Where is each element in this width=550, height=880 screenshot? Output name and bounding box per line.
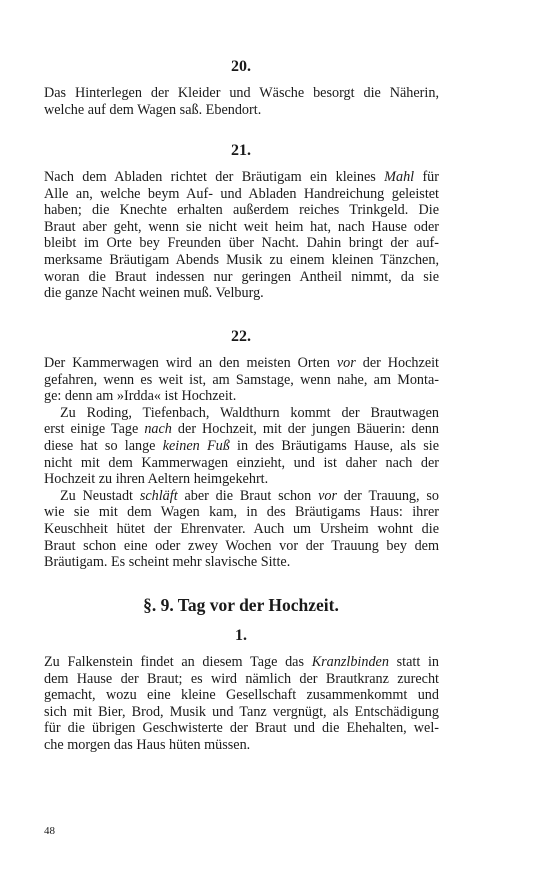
text-line xyxy=(44,538,439,555)
text-run: bleibt im Orte bey Freunden über Nacht. Dahin bringt der auf- xyxy=(44,235,439,252)
text-line xyxy=(44,252,439,269)
text-line xyxy=(44,388,439,405)
italic-run: keinen Fuß xyxy=(162,437,230,454)
text-run: Zu Neustadt xyxy=(60,487,140,504)
text-run: Der Kammerwagen wird an den meisten Orten xyxy=(44,355,337,371)
text-run: die ganze Nacht weinen muß. Velburg. xyxy=(44,285,264,302)
text-run: merksame Bräutigam Abends Musik zu einem kleinen Tänzchen, xyxy=(44,251,439,268)
italic-run: vor xyxy=(336,355,356,371)
text-line xyxy=(44,421,439,438)
text-run: nicht mit dem Kammerwagen einzieht, und ist daher nach der xyxy=(44,454,439,471)
section-number-21: 21. xyxy=(231,142,251,159)
text-run: der Trauung, so xyxy=(336,487,439,504)
text-run: diese hat so lange xyxy=(44,437,163,454)
text-line xyxy=(44,235,439,252)
text-line xyxy=(44,521,439,538)
text-run: Zu Falkenstein findet an diesem Tage das xyxy=(44,654,312,670)
text-line xyxy=(44,471,439,488)
text-run: gemacht, wozu eine kleine Gesellschaft zusammenkommt und xyxy=(44,687,439,704)
text-run: gefahren, wenn es weit ist, am Samstage, wenn nahe, am Monta- xyxy=(44,371,439,388)
text-run: haben; die Knechte erhalten außerdem reiches Trinkgeld. Die xyxy=(44,202,439,219)
text-line xyxy=(44,504,439,521)
text-run: Hochzeit zu ihren Aeltern heimgekehrt. xyxy=(44,471,269,488)
text-line xyxy=(44,269,439,286)
italic-run: Mahl xyxy=(384,169,415,185)
text-line xyxy=(44,671,439,688)
chapter-section-number: 1. xyxy=(235,627,247,644)
text-line xyxy=(44,704,439,721)
text-line xyxy=(44,720,439,737)
section-20-text xyxy=(44,85,439,118)
text-run: erst einige Tage xyxy=(44,421,145,438)
italic-run: nach xyxy=(144,421,172,438)
text-line xyxy=(44,186,439,203)
text-line xyxy=(44,202,439,219)
text-run: sich mit Bier, Brod, Musik und Tanz vergnügt, als Entschädigung xyxy=(44,703,439,720)
text-line xyxy=(44,355,439,372)
text-line xyxy=(44,737,439,754)
text-run: Zu Roding, Tiefenbach, Waldthurn kommt der Brautwagen xyxy=(60,404,439,421)
text-line xyxy=(44,219,439,236)
italic-run: schläft xyxy=(139,487,178,504)
text-line xyxy=(44,488,439,505)
text-run: statt in xyxy=(388,654,439,670)
text-run: für die übrigen Geschwisterte der Braut und die Ehehalten, wel- xyxy=(44,720,439,737)
text-line xyxy=(44,455,439,472)
text-run: Braut aber geht, wenn sie nicht weit heim hat, nach Hause oder xyxy=(44,218,439,235)
text-line xyxy=(44,85,439,102)
text-line xyxy=(44,687,439,704)
text-run: Bräutigam. Es scheint mehr slavische Sitte. xyxy=(44,554,291,571)
text-run: der Hochzeit xyxy=(355,355,439,371)
text-run: dem Hause der Braut; es wird nämlich der Brautkranz zurecht xyxy=(44,670,439,687)
text-line xyxy=(44,372,439,389)
text-run: che morgen das Haus hüten müssen. xyxy=(44,736,251,753)
text-run: Alle an, welche beym Auf- und Abladen Handreichung geleistet xyxy=(44,185,439,202)
italic-run: Kranzlbinden xyxy=(311,654,389,670)
text-line xyxy=(44,438,439,455)
text-run: Braut schon eine oder zwey Wochen vor der Trauung bey dem xyxy=(44,537,439,554)
text-run: Keuschheit hütet der Ehrenvater. Auch um Ursheim wohnt die xyxy=(44,520,439,537)
chapter-title: §. 9. Tag vor der Hochzeit. xyxy=(143,595,339,615)
text-line xyxy=(44,102,439,119)
text-run: Nach dem Abladen richtet der Bräutigam ein kleines xyxy=(44,169,385,185)
text-line xyxy=(44,554,439,571)
text-run: für xyxy=(414,169,439,185)
text-run: Das Hinterlegen der Kleider und Wäsche besorgt die Näherin, xyxy=(44,85,439,101)
section-number-20: 20. xyxy=(231,58,251,75)
text-run: wie sie mit dem Wagen kam, in des Bräutigams Haus: ihrer xyxy=(44,504,439,521)
text-run: welche auf dem Wagen saß. Ebendort. xyxy=(44,101,262,118)
text-line xyxy=(44,405,439,422)
section-21-text xyxy=(44,169,439,302)
section-number-22: 22. xyxy=(231,328,251,345)
text-run: in des Bräutigams Hause, als sie xyxy=(229,437,439,454)
text-run: woran die Braut indessen nur geringen Antheil nimmt, da sie xyxy=(44,268,439,285)
chapter-text xyxy=(44,654,439,754)
page-number: 48 xyxy=(44,825,55,837)
text-line xyxy=(44,285,439,302)
text-line xyxy=(44,654,439,671)
text-run: ge: denn am »Irdda« ist Hochzeit. xyxy=(44,388,237,405)
section-22-text xyxy=(44,355,439,571)
text-run: der Hochzeit, mit der jungen Bäuerin: denn xyxy=(171,421,439,438)
italic-run: vor xyxy=(318,487,337,504)
text-line xyxy=(44,169,439,186)
text-run: aber die Braut schon xyxy=(177,487,319,504)
